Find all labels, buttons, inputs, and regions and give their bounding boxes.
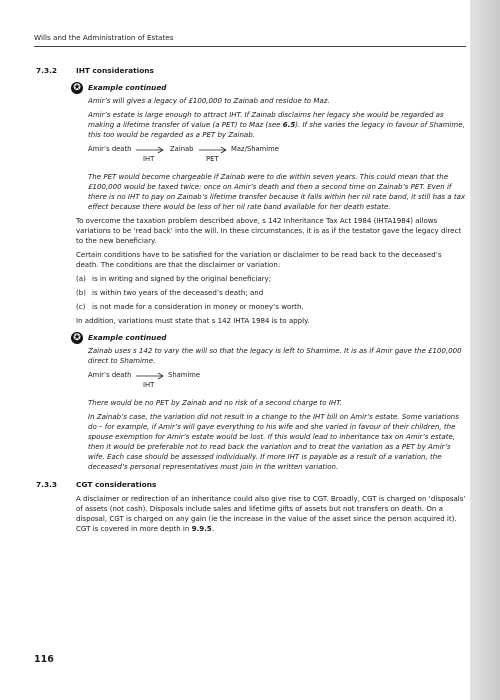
example-paragraph [88,110,466,140]
example-heading [73,332,466,344]
diagram-label-iht: IHT [143,155,155,163]
list-text: is in writing and signed by the original beneficiary; [92,274,272,283]
arrow-right-icon [198,146,228,154]
section-body [73,82,466,472]
star-badge-icon: ✪ [71,332,83,344]
star-badge-icon: ✪ [71,82,83,94]
page-number: 116 [34,654,54,665]
body-paragraph: To overcome the taxation problem described above, s 142 Inheritance Tax Act 1984 (IHTA1984) allows variations to be ‘read back’ into the will. In these circumstances, it is as if the testator gave the legacy direct to the new beneficiary. [76,216,462,245]
diagram-node-amirs-death: Amir’s death [88,371,132,379]
example-block [88,96,466,212]
body-text: . [211,524,214,533]
diagram-label-iht: IHT [143,381,155,389]
body-paragraph [76,494,466,534]
diagram-node-zainab: Zainab [170,145,194,153]
section-title: CGT considerations [76,480,157,489]
section-number: 7.3.3 [36,480,58,489]
list-marker: (a) [76,274,86,283]
example-text: ). If she varies the legacy in favour of Shamime, this too would be regarded as a PET by Zainab. [88,120,465,139]
page-content [36,66,466,538]
section-title: IHT considerations [76,66,154,75]
section-body [76,494,466,534]
header-rule [34,46,466,47]
diagram-node-shamime: Shamime [168,371,201,379]
transfer-diagram [88,144,466,166]
example-block [88,346,466,472]
running-head: Wills and the Administration of Estates [34,33,174,42]
section-iht-considerations [36,66,466,472]
example-paragraph: In Zainab’s case, the variation did not result in a change to the IHT bill on Amir’s estate. Some variations do – for example, if Amir’s will gave everything to his wife and she varied in favour of their children, the spouse exemption for Amir’s estate would be lost. If this would lead to inheritance tax on Amir’s estate, then it would be preferable not to read back the variation and to treat the variation as a PET by Amir’s wife. Each case should be assessed individually. If more IHT is payable as a result of a variation, the deceased’s personal representatives must join in the written variation. [88,412,459,471]
arrow-right-icon [135,146,165,154]
example-paragraph: Zainab uses s 142 to vary the will so that the legacy is left to Shamime. It is as if Amir gave the £100,000 direct to Shamime. [88,346,462,365]
example-paragraph: There would be no PET by Zainab and no risk of a second charge to IHT. [88,398,342,407]
page-edge-shading [470,0,500,700]
body-paragraph: In addition, variations must state that s 142 IHTA 1984 is to apply. [76,316,310,325]
list-marker: (c) [76,302,86,311]
section-cgt-considerations [36,480,466,534]
section-number: 7.3.2 [36,66,58,75]
list-item [76,288,466,298]
diagram-label-pet: PET [206,155,219,163]
example-heading-text: Example continued [88,83,167,92]
list-item [76,274,466,284]
body-text: A disclaimer or redirection of an inheritance could also give rise to CGT. Broadly, CGT is charged on ‘disposals’ of assets (not cash). Disposals include sales and lifetime gifts of assets but not transfers on death. On a disposal, CGT is charged on any gain (ie the increase in the value of the asset since the person acquired it). CGT is covered in more depth in [76,494,466,533]
diagram-node-maz-shamime: Maz/Shamime [231,145,279,153]
transfer-diagram [88,370,466,392]
example-text: Amir’s estate is large enough to attract IHT. If Zainab disclaims her legacy she would be regarded as making a lifetime transfer of value (a PET) to Maz (see [88,110,444,129]
cross-reference: 9.9.5 [191,524,212,533]
list-text: is within two years of the deceased’s death; and [92,288,264,297]
example-paragraph: Amir’s will gives a legacy of £100,000 to Zainab and residue to Maz. [88,96,330,105]
conditions-list [76,274,466,312]
list-item [76,302,466,312]
list-text: is not made for a consideration in money or money’s worth. [92,302,304,311]
diagram-node-amirs-death: Amir’s death [88,145,132,153]
arrow-right-icon [135,372,165,380]
list-marker: (b) [76,288,86,297]
example-paragraph: The PET would become chargeable if Zainab were to die within seven years. This could mean that the £100,000 would be taxed twice: once on Amir’s death and then a second time on Zainab’s PET. Even if there is no IHT to pay on Zainab’s lifetime transfer because it falls within her nil rate band, it still has a tax effect because there would be less of her nil rate band available for her death estate. [88,172,466,211]
body-paragraph: Certain conditions have to be satisfied for the variation or disclaimer to be read back to the deceased’s death. The conditions are that the disclaimer or variation: [76,250,442,269]
example-heading [73,82,466,94]
example-heading-text: Example continued [88,333,167,342]
cross-reference: 6.5 [282,120,296,129]
